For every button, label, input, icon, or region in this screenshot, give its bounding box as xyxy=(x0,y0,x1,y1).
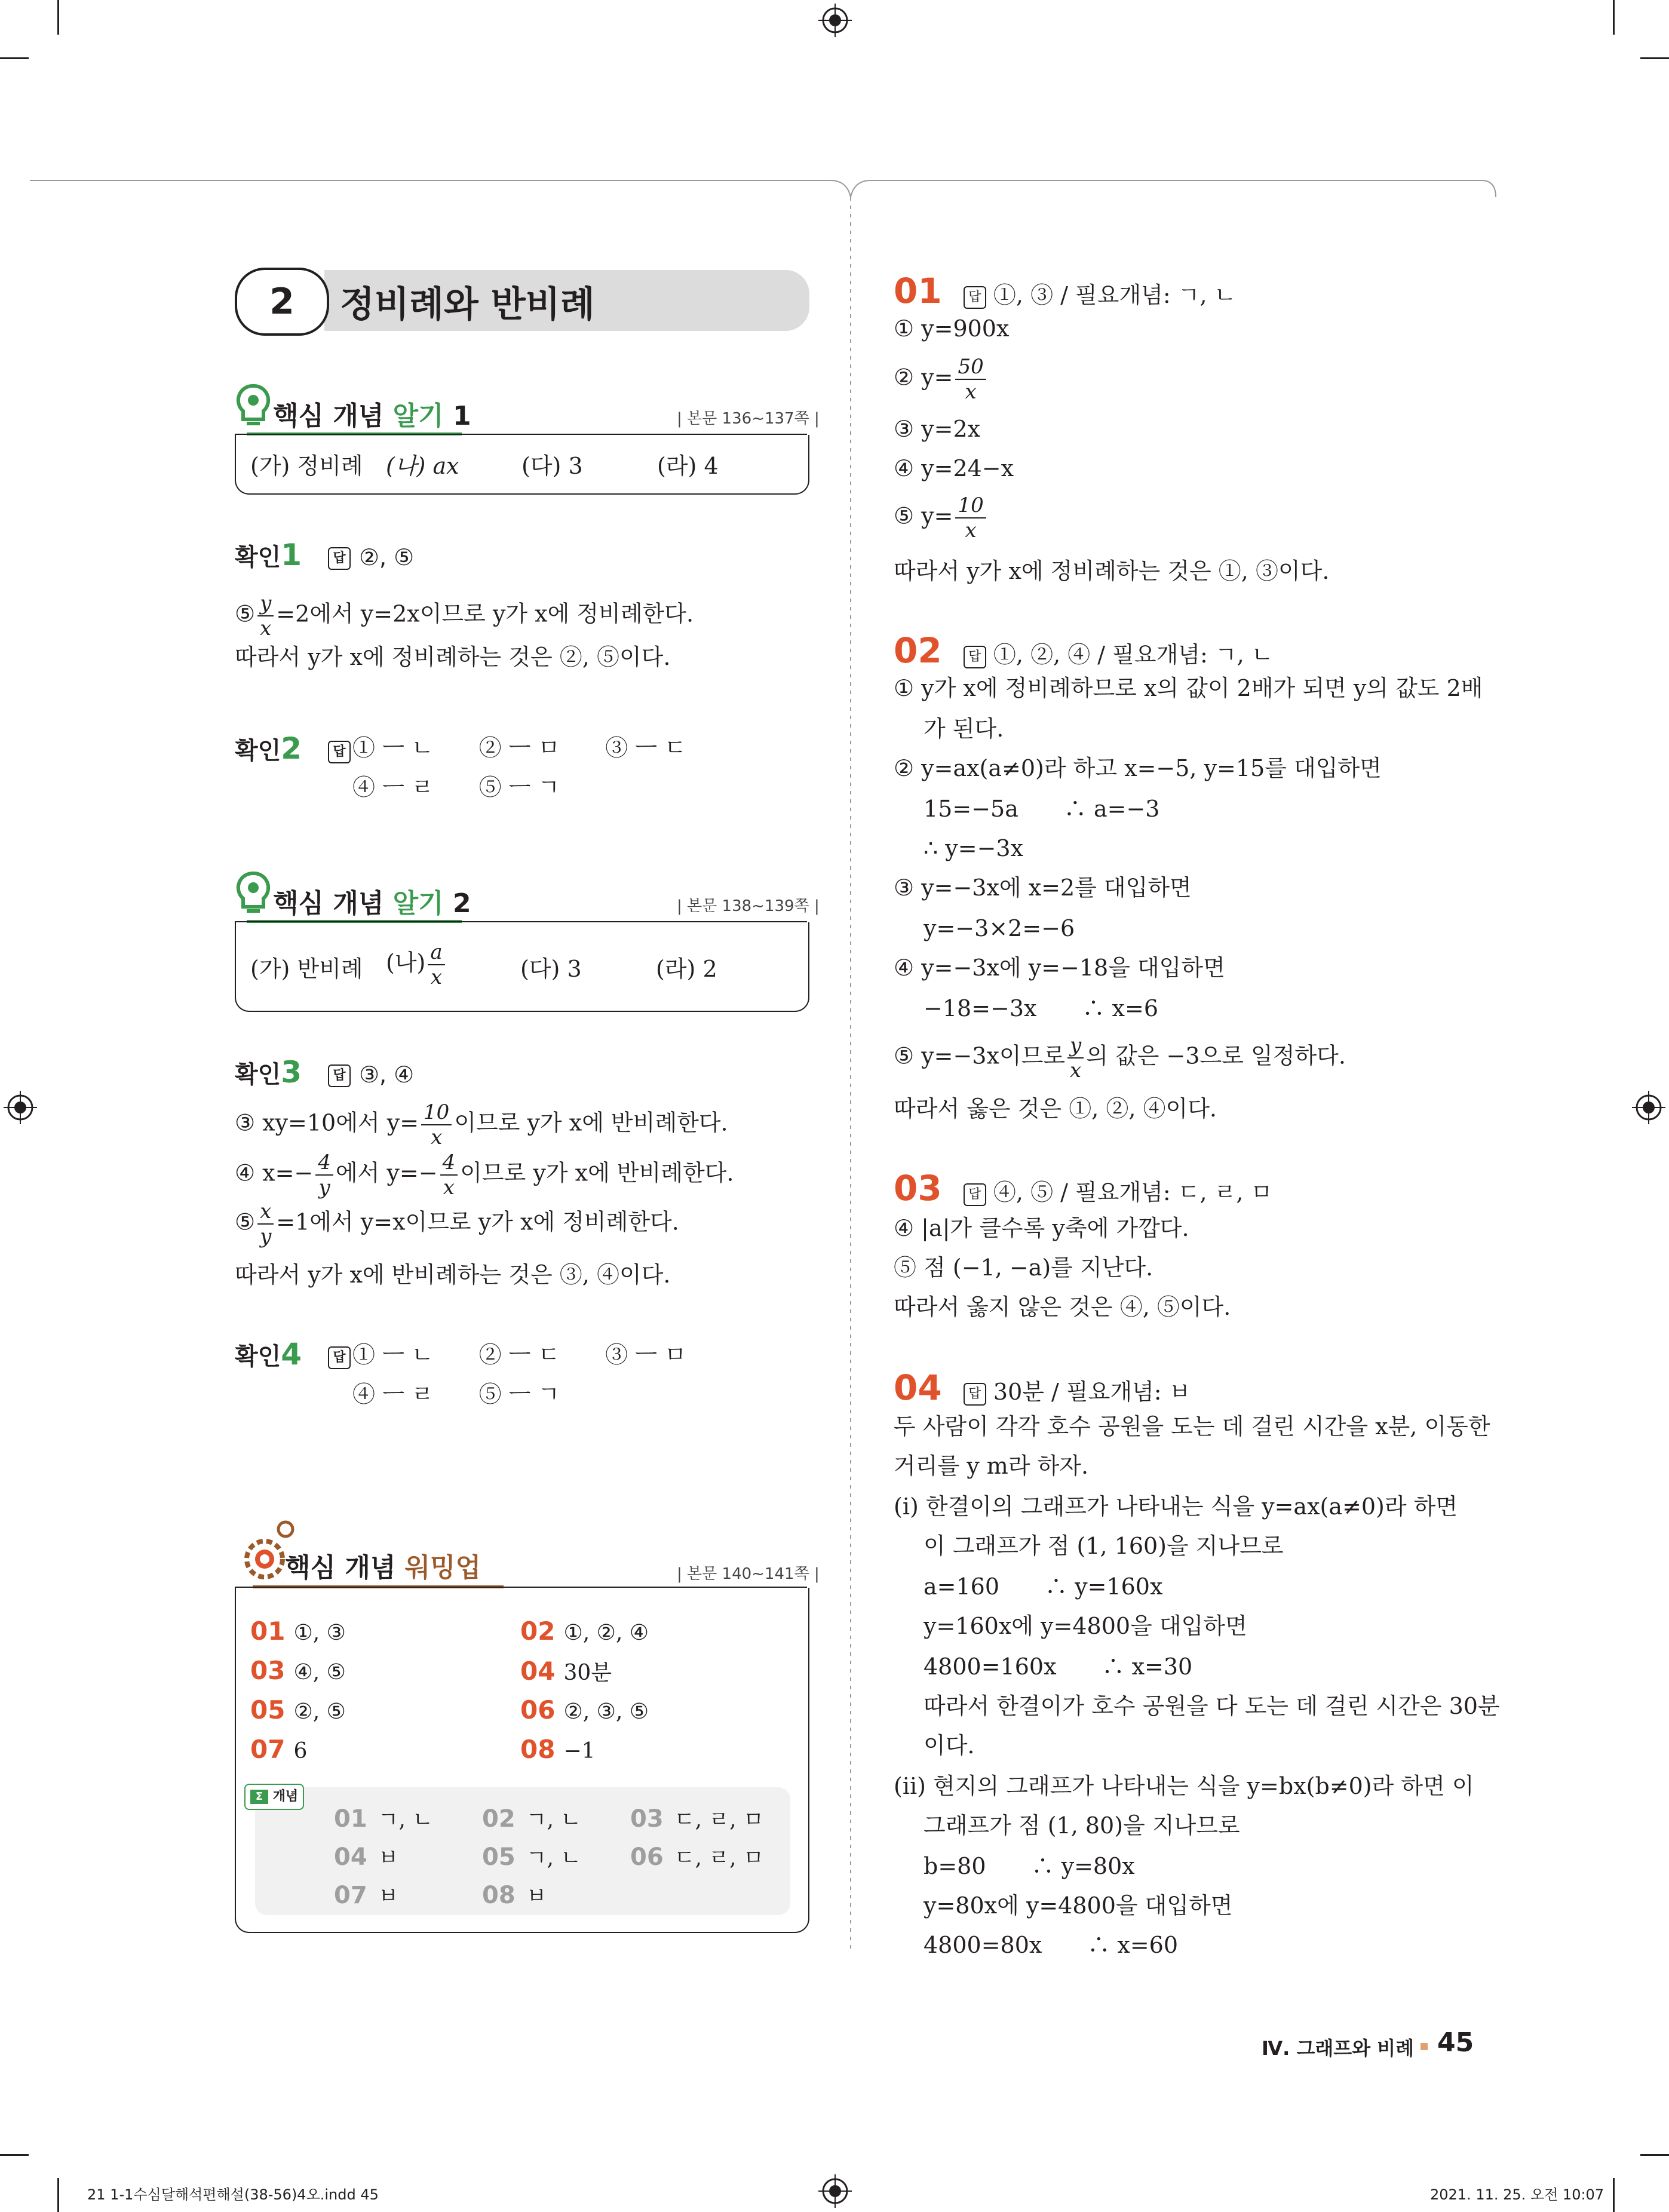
solution-line: ④ y=24−x xyxy=(894,455,1014,481)
problem-03-header: 03 답 ④, ⑤ / 필요개념: ㄷ, ㄹ, ㅁ xyxy=(894,1168,1273,1208)
concept-item: (나) $\frac{a}{x}$ xyxy=(386,940,447,989)
footer-square xyxy=(1421,2043,1428,2050)
solution-line: 15=−5a ∴ a=−3 xyxy=(924,796,1160,822)
solution-line: ③ y=−3x에 x=2를 대입하면 xyxy=(894,875,1192,901)
concept-item: (다) 3 xyxy=(521,453,583,479)
warmup-box xyxy=(235,1517,820,1935)
problem-04-header: 04 답 30분 / 필요개념: ㅂ xyxy=(894,1367,1191,1408)
page-number: 45 xyxy=(1437,2027,1474,2058)
solution-line: a=160 ∴ y=160x xyxy=(924,1573,1163,1600)
concept-title-num: 2 xyxy=(453,888,471,919)
solution-line: 4800=80x ∴ x=60 xyxy=(924,1932,1179,1958)
concept-title: 핵심 개념 xyxy=(273,888,384,919)
check-4-label: 확인4 답 xyxy=(235,1337,351,1372)
solution-line: 따라서 한결이가 호수 공원을 다 도는 데 걸린 시간은 30분 xyxy=(924,1693,1500,1719)
warmup-title-accent: 워밍업 xyxy=(404,1553,481,1583)
answer-icon: 답 xyxy=(964,646,986,668)
solution-line: ① y=900x xyxy=(894,315,1010,342)
solution-line: ① y가 x에 정비례하므로 x의 값이 2배가 되면 y의 값도 2배 xyxy=(894,675,1483,701)
concept-item: 06 ㄷ, ㄹ, ㅁ xyxy=(630,1843,764,1871)
problem-02-header: 02 답 ①, ②, ④ / 필요개념: ㄱ, ㄴ xyxy=(894,630,1274,671)
solution-line: 따라서 y가 x에 정비례하는 것은 ②, ⑤이다. xyxy=(235,644,671,670)
solution-line: 거리를 y m라 하자. xyxy=(894,1453,1089,1479)
concept-item: 07 ㅂ xyxy=(334,1882,399,1909)
solution-line: ③ y=2x xyxy=(894,416,981,442)
registration-mark-icon xyxy=(818,4,852,37)
section-header xyxy=(235,268,809,333)
solution-line: ④ x=− $\frac{4}{y}$ 에서 y=− $\frac{4}{x}$ 이므로 y가 x에 반비례한다. xyxy=(235,1151,734,1199)
warmup-answer: 06 ②, ③, ⑤ xyxy=(520,1695,649,1725)
crop-mark xyxy=(1613,0,1615,35)
page-reference: | 본문 140~141쪽 | xyxy=(677,1565,820,1583)
solution-line: y=80x에 y=4800을 대입하면 xyxy=(924,1892,1233,1919)
concept-item: 05 ㄱ, ㄴ xyxy=(482,1843,582,1871)
warmup-title: 핵심 개념 xyxy=(285,1553,396,1583)
solution-line: −18=−3x ∴ x=6 xyxy=(924,995,1159,1021)
concept-title-accent: 알기 xyxy=(392,401,444,431)
crop-mark xyxy=(1640,2154,1669,2156)
lightbulb-icon xyxy=(235,870,272,918)
solution-line: (i) 한결이의 그래프가 나타내는 식을 y=ax(a≠0)라 하면 xyxy=(894,1493,1458,1520)
concept-box-2 xyxy=(235,870,820,1013)
registration-mark-icon xyxy=(818,2174,852,2208)
solution-line: 따라서 y가 x에 정비례하는 것은 ①, ③이다. xyxy=(894,558,1330,584)
answer: ③, ④ xyxy=(358,1061,415,1088)
crop-mark xyxy=(0,57,29,59)
answer: ②, ⑤ xyxy=(358,544,415,570)
problem-01-header: 01 답 ①, ③ / 필요개념: ㄱ, ㄴ xyxy=(894,271,1237,311)
concept-item: (라) 4 xyxy=(657,453,719,479)
check-3-label: 확인3 답 ③, ④ xyxy=(235,1055,415,1090)
crop-mark xyxy=(1640,57,1669,59)
solution-line: ⑤ 점 (−1, −a)를 지난다. xyxy=(894,1254,1153,1281)
solution-line: ② y=ax(a≠0)라 하고 x=−5, y=15를 대입하면 xyxy=(894,755,1382,781)
warmup-answer: 02 ①, ②, ④ xyxy=(520,1616,649,1646)
solution-line: ④ y=−3x에 y=−18을 대입하면 xyxy=(894,955,1225,981)
solution-line: y=−3×2=−6 xyxy=(924,915,1075,941)
crop-mark xyxy=(57,0,59,35)
concept-item: 02 ㄱ, ㄴ xyxy=(482,1805,582,1833)
check-1-label: 확인1 답 ②, ⑤ xyxy=(235,538,415,572)
warmup-answer: 04 30분 xyxy=(520,1656,612,1686)
solution-line: ⑤ $\frac{x}{y}$ =1에서 y=x이므로 y가 x에 정비례한다. xyxy=(235,1199,679,1248)
match-row: ① ㅡ ㄴ ② ㅡ ㅁ ③ ㅡ ㄷ xyxy=(352,735,686,761)
answer-icon: 답 xyxy=(964,1383,986,1406)
solution-line: 가 된다. xyxy=(924,716,1004,742)
solution-line: 따라서 옳은 것은 ①, ②, ④이다. xyxy=(894,1096,1217,1122)
concept-item: (가) 정비례 xyxy=(250,453,363,479)
solution-line: ∴ y=−3x xyxy=(924,835,1024,861)
warmup-answer: 05 ②, ⑤ xyxy=(250,1695,346,1725)
concept-title-accent: 알기 xyxy=(392,888,444,919)
warmup-answer: 07 6 xyxy=(250,1735,308,1764)
warmup-answer: 01 ①, ③ xyxy=(250,1616,346,1646)
solution-line: 따라서 옳지 않은 것은 ④, ⑤이다. xyxy=(894,1294,1231,1320)
answer-icon: 답 xyxy=(328,547,351,570)
answer-icon: 답 xyxy=(328,1064,351,1087)
crop-mark xyxy=(1613,2178,1615,2212)
concept-badge: Σ 개념 xyxy=(244,1784,304,1810)
solution-line: 4800=160x ∴ x=30 xyxy=(924,1653,1193,1680)
answer-icon: 답 xyxy=(328,1346,351,1369)
solution-line: ⑤ y= $\frac{10}{x}$ xyxy=(894,493,989,542)
answer-icon: 답 xyxy=(964,1183,986,1206)
concept-item: (가) 반비례 xyxy=(250,956,363,982)
section-number: 2 xyxy=(235,268,329,336)
solution-line: ③ xy=10에서 y= $\frac{10}{x}$ 이므로 y가 x에 반비례한다. xyxy=(235,1100,728,1149)
concept-item: 01 ㄱ, ㄴ xyxy=(334,1805,434,1833)
concept-title-num: 1 xyxy=(453,401,471,431)
solution-line: ⑤ $\frac{y}{x}$ =2에서 y=2x이므로 y가 x에 정비례한다. xyxy=(235,591,694,640)
section-title: 정비례와 반비례 xyxy=(340,284,595,326)
concept-item: (라) 2 xyxy=(656,956,717,982)
solution-line: 이다. xyxy=(924,1732,975,1759)
warmup-answer: 03 ④, ⑤ xyxy=(250,1656,346,1685)
page-reference: | 본문 138~139쪽 | xyxy=(677,897,820,915)
print-date: 2021. 11. 25. 오전 10:07 xyxy=(1430,2186,1604,2203)
file-info: 21 1-1수심달해석편해설(38-56)4오.indd 45 xyxy=(87,2186,379,2203)
solution-line: 이 그래프가 점 (1, 160)을 지나므로 xyxy=(924,1533,1284,1559)
solution-line: (ii) 현지의 그래프가 나타내는 식을 y=bx(b≠0)라 하면 이 xyxy=(894,1773,1474,1799)
solution-line: ④ |a|가 클수록 y축에 가깝다. xyxy=(894,1215,1189,1241)
crop-mark xyxy=(0,2154,29,2156)
solution-line: 그래프가 점 (1, 80)을 지나므로 xyxy=(924,1812,1240,1839)
solution-line: ② y= $\frac{50}{x}$ xyxy=(894,355,989,404)
match-row: ④ ㅡ ㄹ ⑤ ㅡ ㄱ xyxy=(352,1381,560,1407)
concept-title: 핵심 개념 xyxy=(273,401,384,431)
check-2-label: 확인2 답 xyxy=(235,731,351,766)
solution-line: 따라서 y가 x에 반비례하는 것은 ③, ④이다. xyxy=(235,1262,671,1288)
solution-line: y=160x에 y=4800을 대입하면 xyxy=(924,1613,1247,1639)
solution-line: b=80 ∴ y=80x xyxy=(924,1853,1135,1879)
chapter-label: Ⅳ. 그래프와 비례 xyxy=(1262,2037,1415,2060)
concept-item: (나) ax xyxy=(386,453,459,479)
solution-line: 두 사람이 각각 호수 공원을 도는 데 걸린 시간을 x분, 이동한 xyxy=(894,1413,1490,1440)
concept-item: 08 ㅂ xyxy=(482,1882,547,1909)
match-row: ④ ㅡ ㄹ ⑤ ㅡ ㄱ xyxy=(352,774,560,800)
crop-mark xyxy=(57,2178,59,2212)
match-row: ① ㅡ ㄴ ② ㅡ ㄷ ③ ㅡ ㅁ xyxy=(352,1342,686,1368)
solution-line: ⑤ y=−3x이므로 $\frac{y}{x}$ 의 값은 −3으로 일정하다. xyxy=(894,1033,1346,1082)
page-reference: | 본문 136~137쪽 | xyxy=(677,410,820,428)
answer-icon: 답 xyxy=(328,741,351,763)
concept-item: (다) 3 xyxy=(520,956,582,982)
lightbulb-icon xyxy=(235,382,272,430)
concept-item: 04 ㅂ xyxy=(334,1843,399,1871)
concept-item: 03 ㄷ, ㄹ, ㅁ xyxy=(630,1805,764,1833)
answer-icon: 답 xyxy=(964,286,986,309)
warmup-answer: 08 −1 xyxy=(520,1735,596,1764)
concept-box-1 xyxy=(235,382,820,496)
